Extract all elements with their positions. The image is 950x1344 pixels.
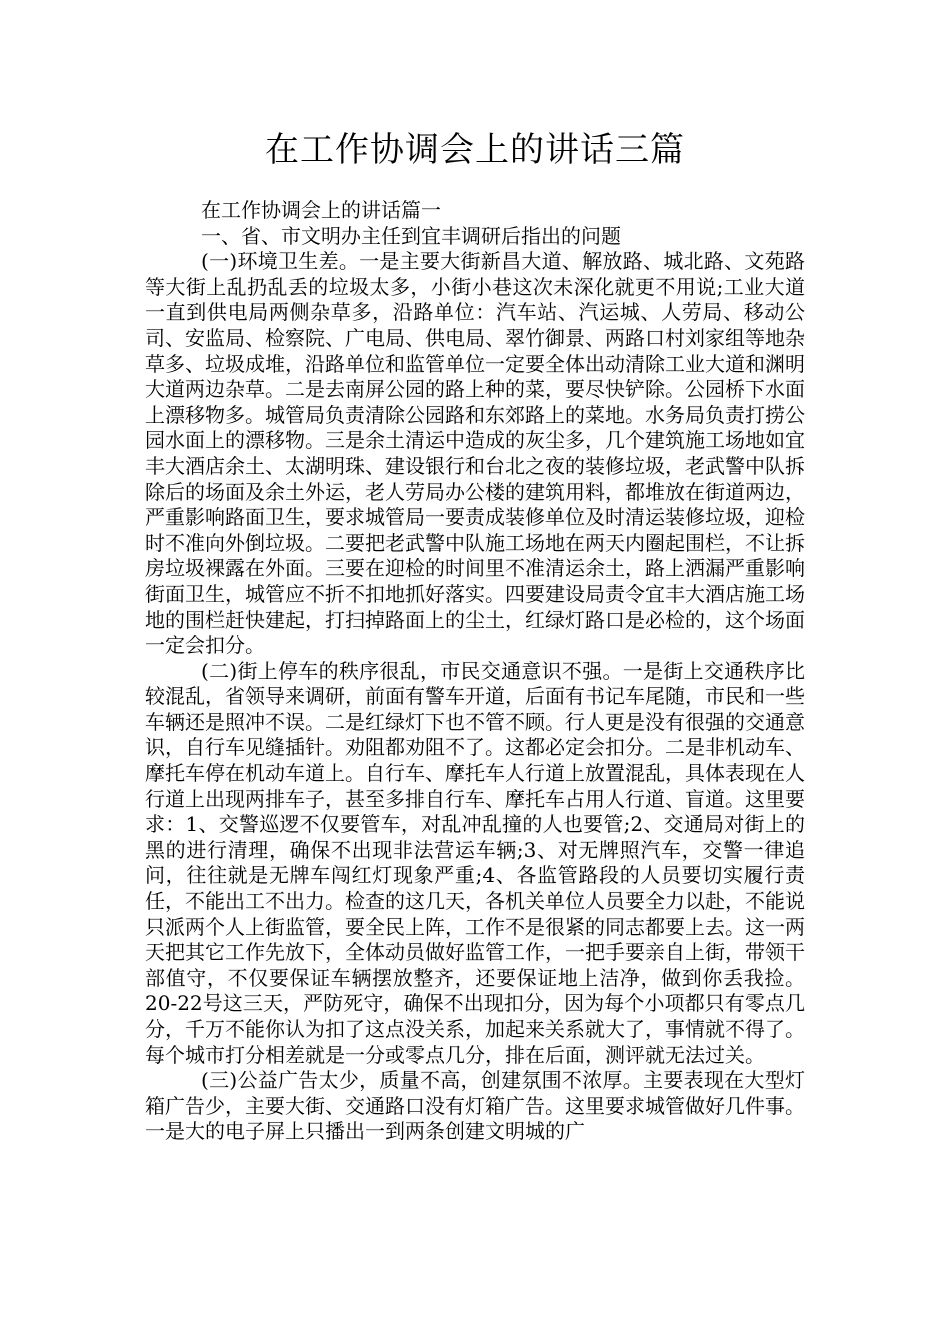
- document-title: 在工作协调会上的讲话三篇: [265, 130, 685, 170]
- document-body: [145, 198, 805, 1145]
- paragraph-traffic: (二)街上停车的秩序很乱，市民交通意识不强。一是街上交通秩序比较混乱，省领导来调研，前面有警车开道，后面有书记车尾随，市民和一些车辆还是照冲不误。二是红绿灯下也不管不顾。行人更是没有很强的交通意识，自行车见缝插针。劝阻都劝阻不了。这都必定会扣分。二是非机动车、摩托车停在机动车道上。自行车、摩托车人行道上放置混乱，具体表现在人行道上出现两排车子，甚至多排自行车、摩托车占用人行道、盲道。这里要求：1、交警巡逻不仅要管车，对乱冲乱撞的人也要管;2、交通局对街上的黑的进行清理，确保不出现非法营运车辆;3、对无牌照汽车，交警一律追问，往往就是无牌车闯红灯现象严重;4、各监管路段的人员要切实履行责任，不能出工不出力。检查的这几天，各机关单位人员要全力以赴，不能说只派两个人上街监管，要全民上阵，工作不是很紧的同志都要上去。这一两天把其它工作先放下，全体动员做好监管工作，一把手要亲自上街，带领干部值守，不仅要保证车辆摆放整齐，还要保证地上洁净，做到你丢我捡。20-22号这三天，严防死守，确保不出现扣分，因为每个小项都只有零点几分，千万不能你认为扣了这点没关系，加起来关系就大了，事情就不得了。每个城市打分相差就是一分或零点几分，排在后面，测评就无法过关。: [145, 658, 805, 1067]
- paragraph-advertising: (三)公益广告太少，质量不高，创建氛围不浓厚。主要表现在大型灯箱广告少，主要大街、交通路口没有灯箱广告。这里要求城管做好几件事。一是大的电子屏上只播出一到两条创建文明城的广: [145, 1068, 805, 1144]
- section-title: 在工作协调会上的讲话篇一: [201, 198, 441, 222]
- paragraph-environment: (一)环境卫生差。一是主要大街新昌大道、解放路、城北路、文苑路等大街上乱扔乱丢的垃圾太多，小街小巷这次未深化就更不用说;工业大道一直到供电局两侧杂草多，沿路单位：汽车站、汽运城、人劳局、移动公司、安监局、检察院、广电局、供电局、翠竹御景、两路口村刘家组等地杂草多、垃圾成堆，沿路单位和监管单位一定要全体出动清除工业大道和渊明大道两边杂草。二是去南屏公园的路上种的菜，要尽快铲除。公园桥下水面上漂移物多。城管局负责清除公园路和东郊路上的菜地。水务局负责打捞公园水面上的漂移物。三是余土清运中造成的灰尘多，几个建筑施工场地如宜丰大酒店余土、太湖明珠、建设银行和台北之夜的装修垃圾，老武警中队拆除后的场面及余土外运，老人劳局办公楼的建筑用料，都堆放在街道两边，严重影响路面卫生，要求城管局一要责成装修单位及时清运装修垃圾，迎检时不准向外倒垃圾。二要把老武警中队施工场地在两天内圈起围栏，不让拆房垃圾裸露在外面。三要在迎检的时间里不准清运余土，路上洒漏严重影响街面卫生，城管应不折不扣地抓好落实。四要建设局责令宜丰大酒店施工场地的围栏赶快建起，打扫掉路面上的尘土，红绿灯路口是必检的，这个场面一定会扣分。: [145, 249, 805, 658]
- heading-1: 一、省、市文明办主任到宜丰调研后指出的问题: [201, 223, 621, 248]
